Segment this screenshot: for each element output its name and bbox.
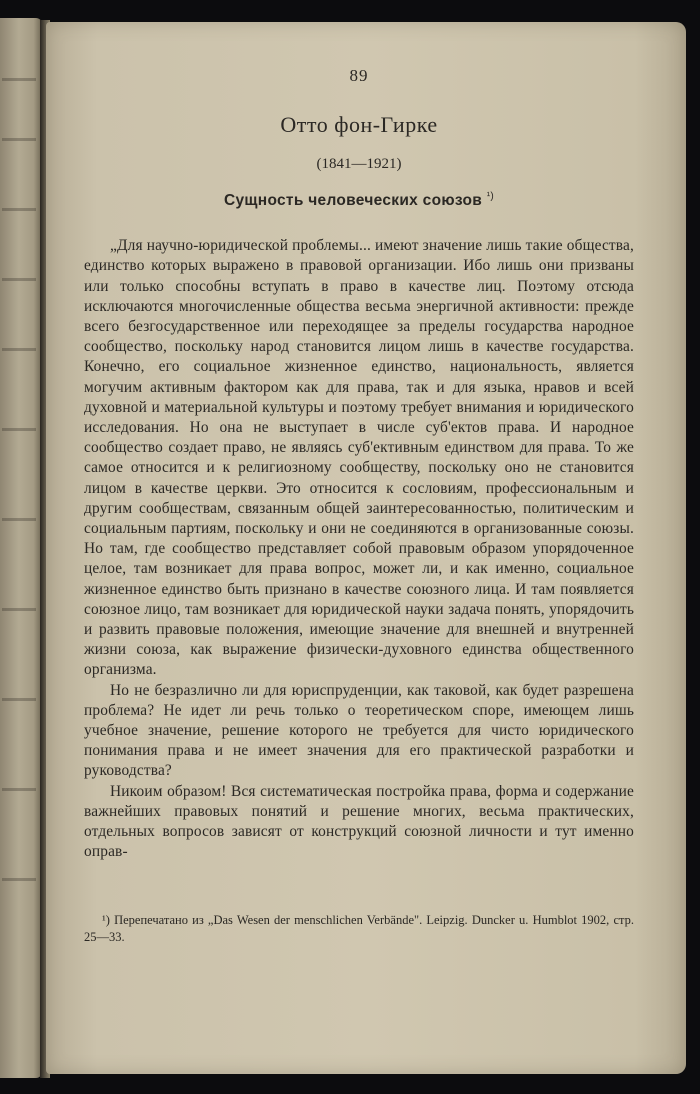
ghost-text-line — [2, 428, 36, 431]
ghost-text-line — [2, 208, 36, 211]
ghost-text-line — [2, 348, 36, 351]
ghost-text-line — [2, 278, 36, 281]
ghost-text-line — [2, 78, 36, 81]
paragraph: „Для научно-юридической проблемы... имеют значение лишь такие общества, единство которых выражено в правовой организации. Ибо лишь они призваны или только способны вступать в право в качестве лиц. Поэтому отсюда исключаются многочисленные общества весьма энергичной активности: прежде всего безгосударственное или переходящее за пределы государства народное сообщество, поскольку народ становится лицом лишь в качестве государства. Конечно, его социальное жизненное единство, национальность, является могучим активным фактором как для права, так и для языка, нравов и всей духовной и материальной культуры и поэтому требует внимания и юридического исследования. Но она не выступает в числе суб'ектов права. И народное сообщество создает право, не являясь суб'ективным единством для права. То же самое относится и к религиозному сообществу, поскольку оно не становится лицом в качестве церкви. Это относится к сословиям, профессиональным и другим сообществам, связанным общей заинтересованностью, политическим и социальным партиям, поскольку и они не соединяются в организованные союзы. Но там, где сообщество представляет собой правовым образом упорядоченное целое, там возникает для права вопрос, может ли, и как именно, социальное жизненное единство быть признано в качестве союзного лица. И там появляется союзное лицо, там возникает для юридической науки задача понять, упорядочить и развить правовые положения, имеющие значение для внешней и внутренней жизни союза, как выражение физически-духовного единства общественного организма. — [84, 237, 634, 679]
section-subtitle — [84, 191, 634, 210]
ghost-text-line — [2, 518, 36, 521]
page-content — [84, 66, 634, 946]
paragraph: Никоим образом! Вся систематическая постройка права, форма и содержание важнейших правовых понятий и решение многих, весьма практических, отдельных вопросов зависят от конструкций союзной личности и тут именно оправ- — [84, 782, 634, 861]
ghost-text-line — [2, 788, 36, 791]
ghost-text-line — [2, 138, 36, 141]
ghost-text-line — [2, 878, 36, 881]
ghost-text-line — [2, 608, 36, 611]
body-text — [84, 236, 634, 862]
book-page — [46, 22, 686, 1074]
ghost-text-line — [2, 698, 36, 701]
previous-page-edge — [0, 18, 42, 1078]
footnote: ¹) Перепечатано из „Das Wesen der menschlichen Verbände". Leipzig. Duncker u. Humblot 1902, стр. 25—33. — [84, 913, 634, 945]
page-title: Отто фон-Гирке — [280, 112, 438, 137]
subtitle-text: Сущность человеческих союзов — [223, 192, 483, 210]
footnote-marker: ¹) — [486, 191, 494, 202]
author-dates: (1841—1921) — [316, 156, 402, 172]
paragraph: Но не безразлично ли для юриспруденции, как таковой, как будет разрешена проблема? Не идет ли речь только о теоретическом споре, имеющем лишь учебное значение, решение которого не требуется для чисто юридического понимания права и не имеет значения для его практической разработки и руководства? — [84, 681, 634, 780]
page-number: 89 — [349, 66, 369, 85]
